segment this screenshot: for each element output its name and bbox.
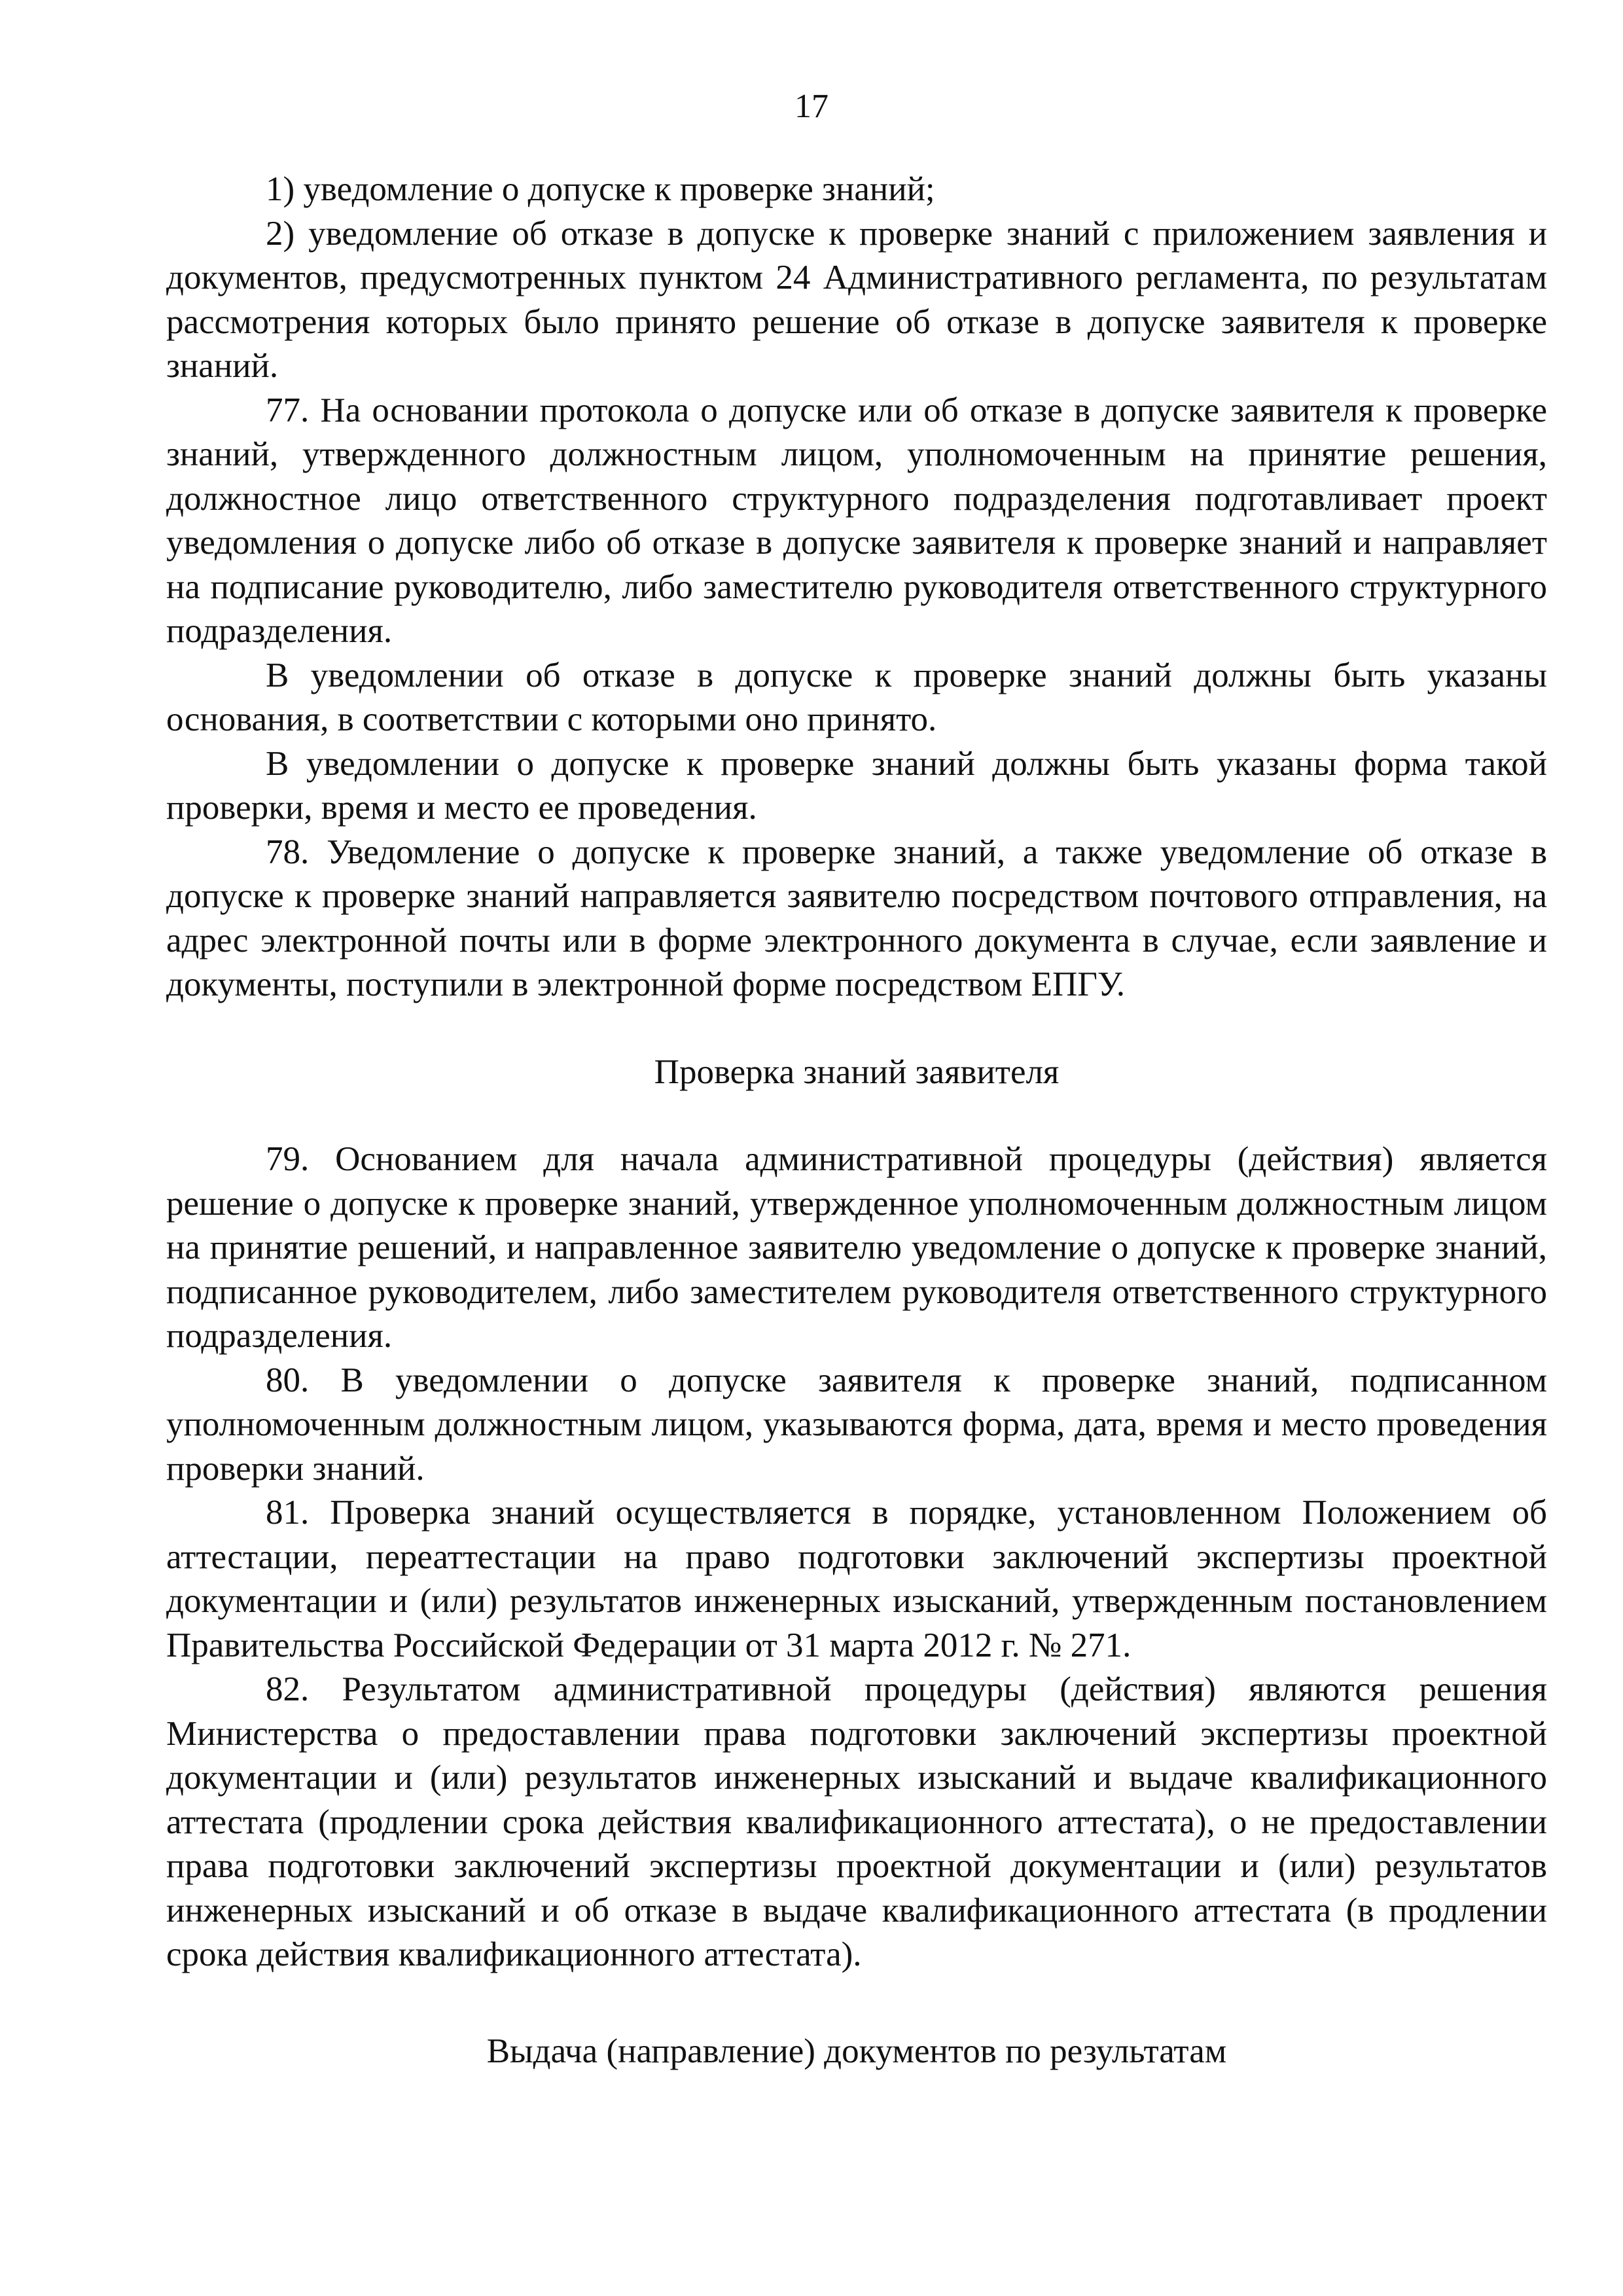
paragraph-refusal-grounds: В уведомлении об отказе в допуске к проверке знаний должны быть указаны основания, в соответствии с которыми оно принято.: [166, 656, 1547, 738]
paragraph-82: 82. Результатом административной процедуры (действия) являются решения Министерства о предоставлении права подготовки заключений экспертизы проектной документации и (или) результатов инженерных изысканий и выдаче квалификационного аттестата (продлении срока действия квалификационного аттестата), о не предоставлении права подготовки заключений экспертизы проектной документации и (или) результатов инженерных изысканий и об отказе в выдаче квалификационного аттестата (в продлении срока действия квалификационного аттестата).: [166, 1670, 1547, 1973]
section-heading-documents-issue: Выдача (направление) документов по результатам: [486, 2032, 1227, 2070]
paragraph-80: 80. В уведомлении о допуске заявителя к проверке знаний, подписанном уполномоченным должностным лицом, указываются форма, дата, время и место проведения проверки знаний.: [166, 1361, 1547, 1488]
paragraph-79: 79. Основанием для начала административной процедуры (действия) является решение о допуске к проверке знаний, утвержденное уполномоченным должностным лицом на принятие решений, и направленное заявителю уведомление о допуске к проверке знаний, подписанное руководителем, либо заместителем руководителя ответственного структурного подразделения.: [166, 1140, 1547, 1355]
document-body: [166, 168, 1547, 2073]
paragraph-77: 77. На основании протокола о допуске или об отказе в допуске заявителя к проверке знаний, утвержденного должностным лицом, уполномоченным на принятие решения, должностное лицо ответственного структурного подразделения подготавливает проект уведомления о допуске либо об отказе в допуске заявителя к проверке знаний и направляет на подписание руководителю, либо заместителю руководителя ответственного структурного подразделения.: [166, 391, 1547, 650]
paragraph-78: 78. Уведомление о допуске к проверке знаний, а также уведомление об отказе в допуске к проверке знаний направляется заявителю посредством почтового отправления, на адрес электронной почты или в форме электронного документа в случае, если заявление и документы, поступили в электронной форме посредством ЕПГУ.: [166, 833, 1547, 1003]
page-number: 17: [794, 88, 829, 125]
paragraph-admission-details: В уведомлении о допуске к проверке знаний должны быть указаны форма такой проверки, время и место ее проведения.: [166, 744, 1547, 827]
paragraph-notice-admission: 1) уведомление о допуске к проверке знаний;: [266, 170, 935, 208]
section-heading-knowledge-check: Проверка знаний заявителя: [654, 1052, 1060, 1091]
paragraph-notice-refusal: 2) уведомление об отказе в допуске к проверке знаний с приложением заявления и документов, предусмотренных пунктом 24 Административного регламента, по результатам рассмотрения которых было принято решение об отказе в допуске заявителя к проверке знаний.: [166, 214, 1547, 385]
paragraph-81: 81. Проверка знаний осуществляется в порядке, установленном Положением об аттестации, переаттестации на право подготовки заключений экспертизы проектной документации и (или) результатов инженерных изысканий, утвержденным постановлением Правительства Российской Федерации от 31 марта 2012 г. № 271.: [166, 1494, 1547, 1664]
